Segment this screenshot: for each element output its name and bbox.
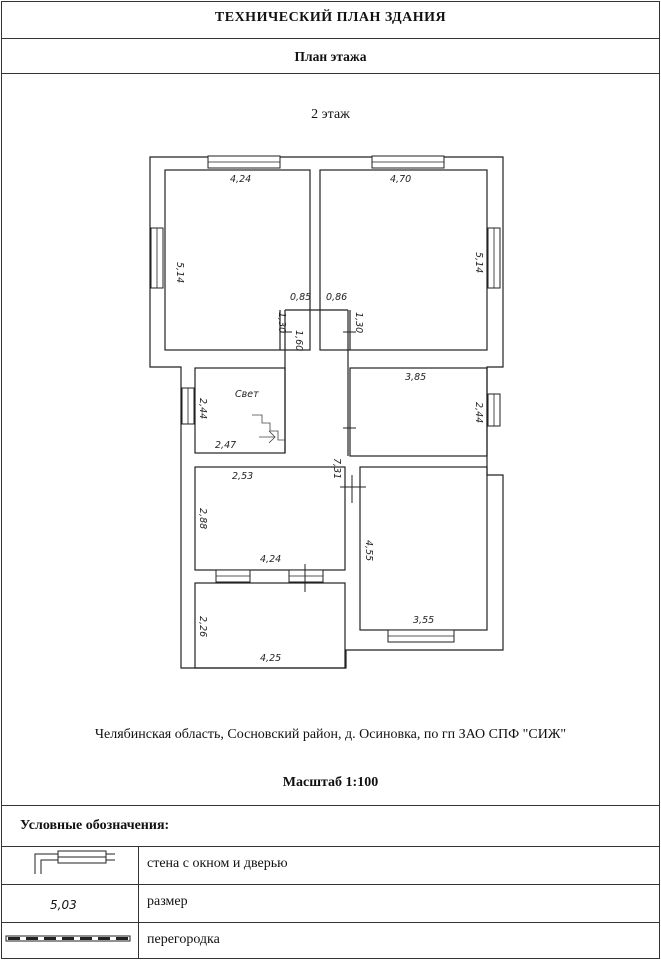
light-room-label: Свет [235,389,259,400]
dim-room6-width: 4,25 [260,653,282,664]
address: Челябинская область, Сосновский район, д. Осиновка, по гп ЗАО СПФ "СИЖ" [94,727,567,742]
legend-dimension-sample: 5,03 [50,898,77,912]
dim-room6-height: 2,26 [197,616,208,638]
stair-arrow [259,431,275,443]
document-title: ТЕХНИЧЕСКИЙ ПЛАН ЗДАНИЯ [214,10,447,25]
dim-room4-width-top: 2,53 [232,471,254,482]
dim-door-right: 0,86 [326,292,348,303]
floor-label: 2 этаж [311,107,350,122]
room-2 [320,170,487,350]
dim-room5-height: 4,55 [363,540,374,562]
dim-room3-height: 2,44 [473,402,484,424]
room-5 [360,467,487,630]
dim-corr-right: 1,30 [353,312,364,334]
dim-room1-width: 4,24 [230,174,252,185]
dim-room2-width: 4,70 [390,174,412,185]
wall [280,310,350,350]
section-title: План этажа [294,49,367,64]
dim-light-width: 2,47 [215,440,237,451]
dim-room1-height: 5,14 [174,262,185,284]
dim-room5-width: 3,55 [413,615,435,626]
legend-label-wall: стена с окном и дверью [147,856,288,871]
room-1 [165,170,310,350]
legend-wall-symbol [35,851,115,874]
scale-label: Масштаб 1:100 [282,775,379,790]
dim-corr-width: 1,60 [293,330,304,352]
dim-corridor-length: 7,31 [331,458,342,480]
legend-label-dimension: размер [147,894,188,909]
dim-corr-left: 1,30 [276,312,287,334]
legend-heading: Условные обозначения: [20,818,170,833]
dim-room4-width-bottom: 4,24 [260,554,282,565]
dim-door-left: 0,85 [290,292,312,303]
dim-room2-height: 5,14 [473,252,484,274]
legend-partition-symbol [6,936,130,941]
legend-label-partition: перегородка [147,932,220,947]
dim-room4-height: 2,88 [197,508,208,530]
dim-light-height: 2,44 [197,398,208,420]
dim-room3-width: 3,85 [405,372,427,383]
staircase [252,415,285,440]
